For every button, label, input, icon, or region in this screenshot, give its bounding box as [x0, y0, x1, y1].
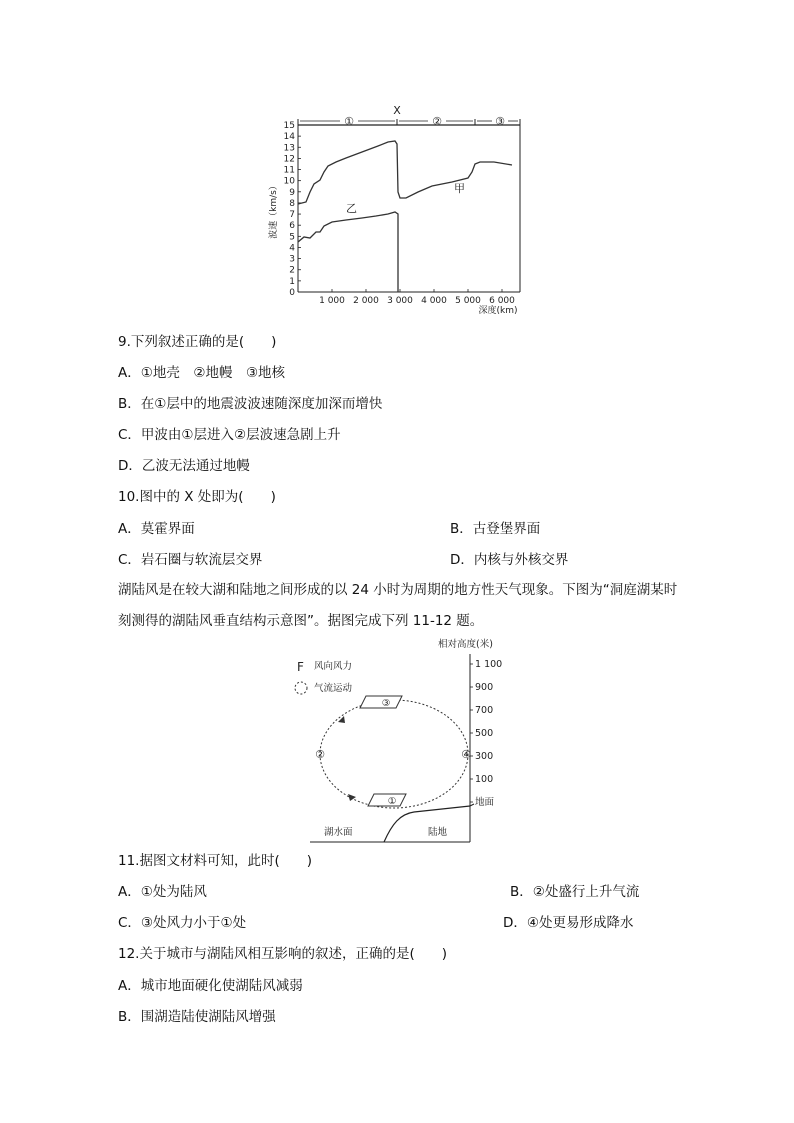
- q9-option-a: A．①地壳 ②地幔 ③地核: [118, 365, 286, 381]
- y-tick-label: 0: [289, 288, 295, 298]
- x-axis-title: 深度(km): [478, 306, 518, 316]
- q10-option-d: D．内核与外核交界: [450, 552, 569, 568]
- y-tick-label: 7: [289, 210, 295, 221]
- height-tick-label: 地面: [475, 797, 495, 808]
- seismic-wave-figure: [262, 100, 532, 318]
- layer-label-1: ①: [344, 115, 354, 128]
- height-tick-label: 900: [475, 682, 494, 693]
- q11-option-c: C．③处风力小于①处: [118, 915, 247, 931]
- y-tick-label: 5: [289, 232, 295, 243]
- q10-option-a: A．莫霍界面: [118, 521, 195, 537]
- y-tick-label: 4: [289, 243, 295, 254]
- point-1: ①: [387, 796, 397, 807]
- wind-symbol-icon: F: [297, 660, 304, 674]
- y-tick-label: 3: [289, 254, 295, 265]
- x-tick-label: 4 000: [421, 296, 447, 306]
- q12-option-a: A．城市地面硬化使湖陆风减弱: [118, 978, 303, 994]
- x-tick-label: 3 000: [387, 296, 413, 306]
- y-tick-label: 8: [289, 198, 295, 209]
- height-tick-label: 500: [475, 728, 494, 739]
- y-tick-label: 12: [283, 154, 295, 165]
- y-tick-label: 15: [283, 121, 295, 131]
- q9-stem: 9.下列叙述正确的是( ): [118, 334, 277, 350]
- legend-flow: 气流运动: [314, 683, 353, 694]
- q11-option-a: A．①处为陆风: [118, 884, 207, 900]
- y-tick-label: 1: [289, 276, 295, 287]
- point-2: ②: [315, 748, 325, 761]
- q12-stem: 12.关于城市与湖陆风相互影响的叙述，正确的是( ): [118, 946, 448, 962]
- q10-stem: 10.图中的 X 处即为( ): [118, 489, 276, 505]
- point-3: ③: [381, 698, 391, 709]
- x-tick-label: 6 000: [489, 296, 515, 306]
- wave-yi-curve: [298, 212, 398, 292]
- land-label: 陆地: [428, 827, 448, 838]
- y-tick-label: 2: [289, 265, 295, 276]
- layer-label-3: ③: [495, 115, 505, 128]
- wave-yi-label: 乙: [346, 202, 357, 215]
- layer-label-2: ②: [432, 115, 442, 128]
- y-axis-title: 波速（km/s）: [269, 181, 279, 239]
- height-tick-label: 300: [475, 751, 494, 762]
- q10-option-b: B．古登堡界面: [450, 521, 541, 537]
- q9-option-b: B．在①层中的地震波波速随深度加深而增快: [118, 396, 383, 412]
- height-tick-label: 700: [475, 705, 494, 716]
- passage-text: 湖陆风是在较大湖和陆地之间形成的以 24 小时为周期的地方性天气现象。下图为“洞庭湖某时刻测得的湖陆风垂直结构示意图”。据图完成下列 11-12 题。: [118, 582, 678, 629]
- x-tick-label: 2 000: [353, 296, 379, 306]
- y-tick-label: 10: [283, 176, 295, 187]
- wave-jia-label: 甲: [454, 182, 465, 195]
- lake-label: 湖水面: [324, 827, 353, 838]
- y-tick-label: 14: [283, 132, 295, 143]
- flow-symbol-icon: [295, 682, 307, 694]
- y-tick-label: 11: [283, 165, 295, 176]
- height-tick-label: 1 100: [475, 659, 503, 670]
- lake-land-breeze-figure: [282, 636, 524, 844]
- height-tick-label: 100: [475, 774, 494, 785]
- y-tick-label: 6: [289, 221, 295, 232]
- q10-option-c: C．岩石圈与软流层交界: [118, 552, 263, 568]
- q9-option-c: C．甲波由①层进入②层波速急剧上升: [118, 427, 341, 443]
- boundary-label-x: X: [393, 104, 401, 117]
- y-tick-label: 9: [289, 187, 295, 198]
- q11-option-b: B．②处盛行上升气流: [510, 884, 640, 900]
- y-tick-label: 13: [283, 143, 295, 154]
- wave-jia-curve: [298, 141, 512, 204]
- point-4: ④: [461, 748, 471, 761]
- q9-option-d: D．乙波无法通过地幔: [118, 458, 250, 474]
- q11-option-d: D．④处更易形成降水: [503, 915, 634, 931]
- q11-stem: 11.据图文材料可知，此时( ): [118, 853, 313, 869]
- height-axis-title: 相对高度(米): [438, 639, 493, 650]
- x-tick-label: 5 000: [455, 296, 481, 306]
- x-tick-label: 1 000: [319, 296, 345, 306]
- q12-option-b: B．围湖造陆使湖陆风增强: [118, 1009, 276, 1025]
- legend-wind: 风向风力: [314, 661, 353, 672]
